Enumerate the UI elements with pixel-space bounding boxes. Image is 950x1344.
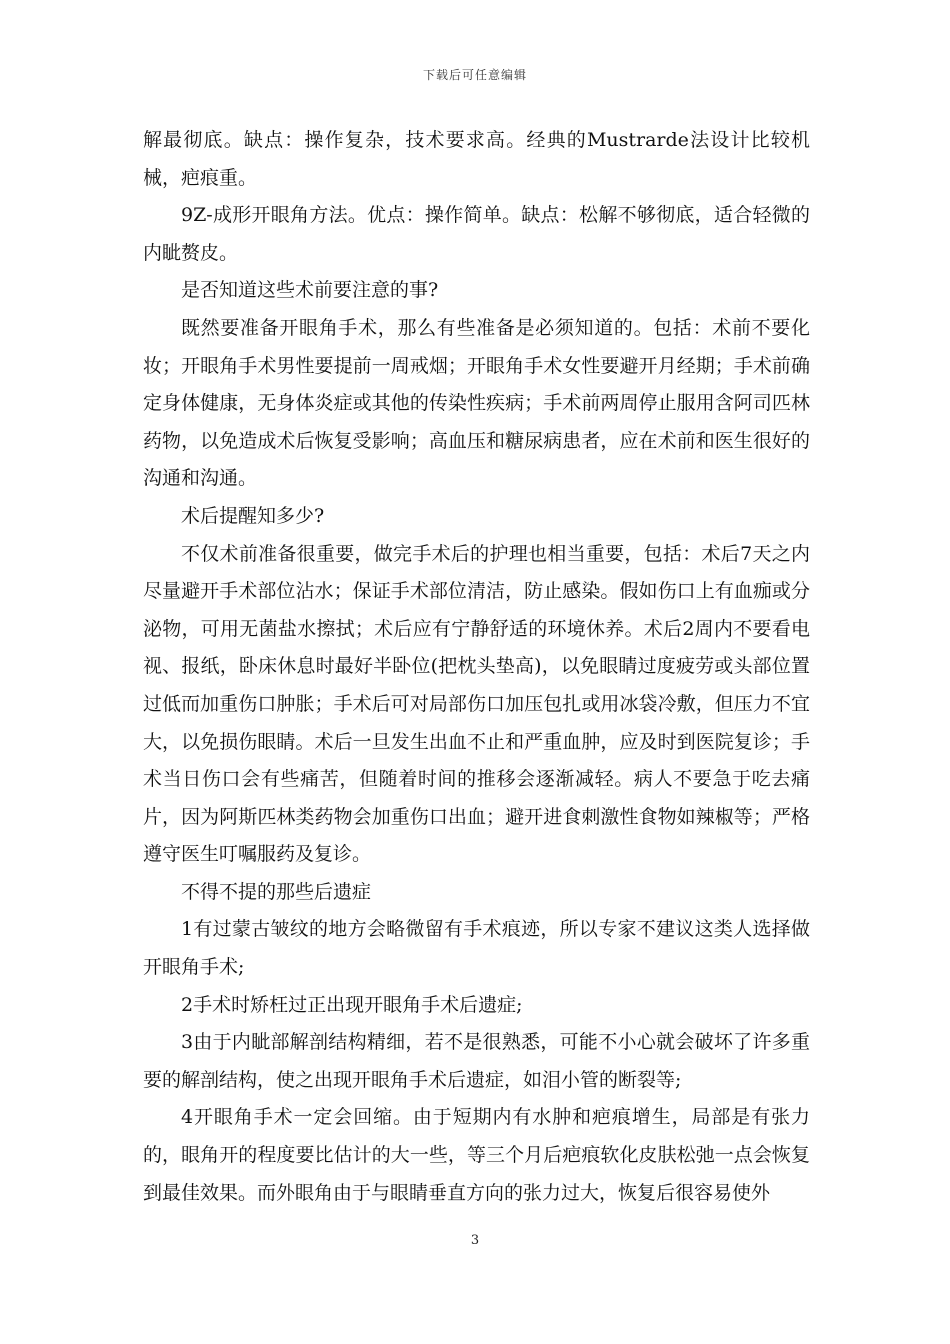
paragraph-continuation: 解最彻底。缺点：操作复杂，技术要求高。经典的Mustrarde法设计比较机械，疤痕重。 [143,129,810,189]
paragraph-preop-notes: 既然要准备开眼角手术，那么有些准备是必须知道的。包括：术前不要化妆；开眼角手术男性要提前一周戒烟；开眼角手术女性要避开月经期；手术前确定身体健康，无身体炎症或其他的传染性疾病；手术前两周停止服用含阿司匹林药物，以免造成术后恢复受影响；高血压和糖尿病患者，应在术前和医生很好的沟通和沟通。 [143,316,810,490]
header-note: 下载后可任意编辑 [422,68,527,82]
document-body [143,122,810,1212]
paragraph-9z-method: 9Z-成形开眼角方法。优点：操作简单。缺点：松解不够彻底，适合轻微的内眦赘皮。 [143,204,810,264]
list-item-sequela-4: 4开眼角手术一定会回缩。由于短期内有水肿和疤痕增生，局部是有张力的，眼角开的程度要比估计的大一些，等三个月后疤痕软化皮肤松弛一点会恢复到最佳效果。而外眼角由于与眼睛垂直方向的张力过大，恢复后很容易使外 [143,1106,810,1204]
list-item-sequela-1: 1有过蒙古皱纹的地方会略微留有手术痕迹，所以专家不建议这类人选择做开眼角手术; [143,918,810,979]
section-heading-sequelae: 不得不提的那些后遗症 [181,880,372,903]
list-item-sequela-3: 3由于内眦部解剖结构精细，若不是很熟悉，可能不小心就会破坏了许多重要的解剖结构，使之出现开眼角手术后遗症，如泪小管的断裂等; [143,1031,810,1091]
paragraph-postop-care: 不仅术前准备很重要，做完手术后的护理也相当重要，包括：术后7天之内尽量避开手术部位沾水；保证手术部位清洁，防止感染。假如伤口上有血痂或分泌物，可用无菌盐水擦拭；术后应有宁静舒适的环境休养。术后2周内不要看电视、报纸，卧床休息时最好半卧位(把枕头垫高)，以免眼睛过度疲劳或头部位置过低而加重伤口肿胀；手术后可对局部伤口加压包扎或用冰袋冷敷，但压力不宜大，以免损伤眼睛。术后一旦发生出血不止和严重血肿，应及时到医院复诊；手术当日伤口会有些痛苦，但随着时间的推移会逐渐减轻。病人不要急于吃去痛片，因为阿斯匹林类药物会加重伤口出血；避开进食刺激性食物如辣椒等；严格遵守医生叮嘱服药及复诊。 [143,542,810,866]
section-heading-postop: 术后提醒知多少? [181,504,325,527]
section-heading-preop: 是否知道这些术前要注意的事? [181,279,439,302]
list-item-sequela-2: 2手术时矫枉过正出现开眼角手术后遗症; [181,993,523,1016]
page-number: 3 [470,1233,480,1248]
